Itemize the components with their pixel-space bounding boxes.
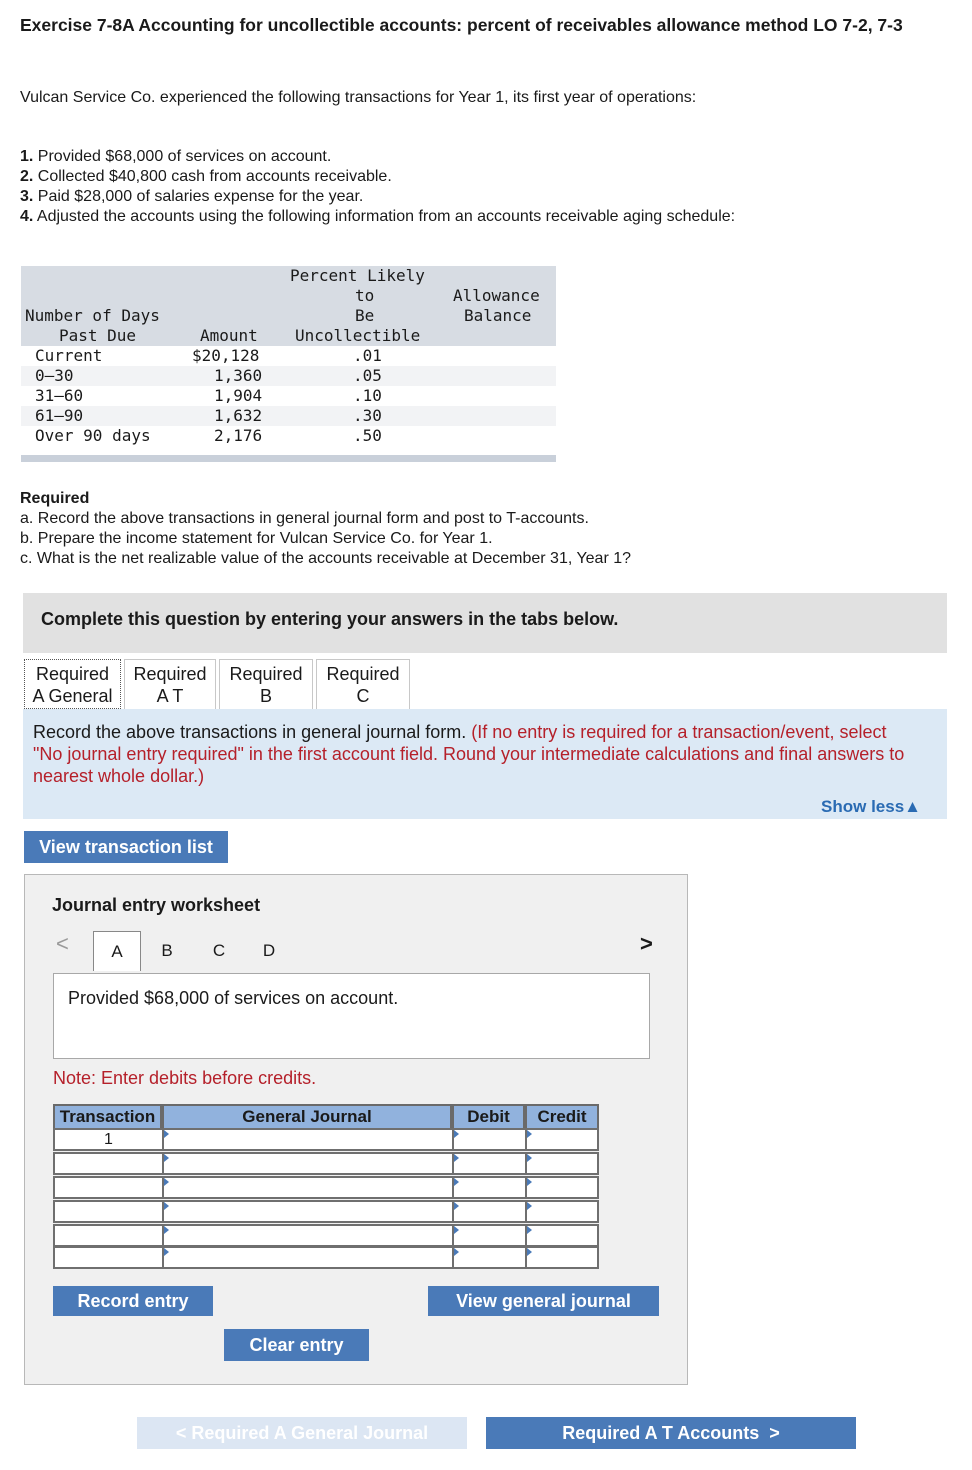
view-general-journal-button[interactable]: View general journal bbox=[428, 1286, 659, 1316]
row-amount: 1,904 bbox=[214, 386, 263, 405]
row-amount: 2,176 bbox=[214, 426, 263, 445]
debit-input[interactable] bbox=[452, 1224, 527, 1247]
debit-input[interactable] bbox=[452, 1128, 527, 1151]
credit-input[interactable] bbox=[525, 1224, 599, 1247]
row-percent: .05 bbox=[353, 366, 382, 385]
tab-required-a-t[interactable]: Required A T bbox=[124, 659, 216, 709]
row-amount: $20,128 bbox=[192, 346, 260, 365]
column-debit: Debit bbox=[452, 1104, 525, 1130]
row-amount: 1,632 bbox=[214, 406, 263, 425]
row-percent: .30 bbox=[353, 406, 382, 425]
transaction-cell bbox=[53, 1200, 164, 1223]
chevron-right-icon: > bbox=[764, 1423, 780, 1443]
aging-schedule-table bbox=[21, 266, 556, 462]
header-percent-4: Uncollectible bbox=[295, 326, 421, 345]
debit-credit-note: Note: Enter debits before credits. bbox=[53, 1068, 317, 1088]
worksheet-title: Journal entry worksheet bbox=[52, 895, 261, 915]
row-percent: .10 bbox=[353, 386, 382, 405]
required-section bbox=[20, 489, 631, 569]
debit-input[interactable] bbox=[452, 1200, 527, 1223]
credit-input[interactable] bbox=[525, 1152, 599, 1175]
instruction-text: Record the above transactions in general journal form. bbox=[33, 722, 467, 742]
account-input[interactable] bbox=[162, 1128, 454, 1151]
account-input[interactable] bbox=[162, 1224, 454, 1247]
record-entry-button[interactable]: Record entry bbox=[53, 1286, 213, 1316]
required-item: c. What is the net realizable value of the accounts receivable at December 31, Year 1? bbox=[20, 550, 632, 567]
row-days: Over 90 days bbox=[35, 426, 151, 445]
row-amount: 1,360 bbox=[214, 366, 263, 385]
transaction-cell bbox=[53, 1224, 164, 1247]
account-input[interactable] bbox=[162, 1152, 454, 1175]
row-days: 31–60 bbox=[35, 386, 84, 405]
column-transaction: Transaction bbox=[53, 1104, 162, 1130]
step-item: 4. Adjusted the accounts using the following information from an accounts receivable aging schedule: bbox=[20, 208, 736, 225]
entry-tab-c[interactable]: C bbox=[212, 941, 226, 960]
entry-tab-b[interactable]: B bbox=[161, 941, 173, 960]
transaction-cell bbox=[53, 1246, 164, 1269]
transaction-description: Provided $68,000 of services on account. bbox=[53, 973, 650, 1059]
step-item: 2. Collected $40,800 cash from accounts receivable. bbox=[20, 168, 392, 185]
row-percent: .01 bbox=[353, 346, 382, 365]
header-days: Number of Days bbox=[25, 306, 160, 325]
clear-entry-button[interactable]: Clear entry bbox=[224, 1329, 369, 1361]
row-days: Current bbox=[35, 346, 103, 365]
credit-input[interactable] bbox=[525, 1128, 599, 1151]
required-heading: Required bbox=[20, 490, 90, 507]
exercise-intro: Vulcan Service Co. experienced the following transactions for Year 1, its first year of operations: bbox=[20, 89, 697, 106]
account-input[interactable] bbox=[162, 1246, 454, 1269]
next-arrow-icon[interactable]: > bbox=[640, 931, 653, 956]
row-percent: .50 bbox=[353, 426, 382, 445]
exercise-title: Exercise 7-8A Accounting for uncollectible accounts: percent of receivables allowance method LO 7-2, 7-3 bbox=[20, 15, 903, 35]
debit-input[interactable] bbox=[452, 1176, 527, 1199]
entry-tab-d[interactable]: D bbox=[262, 941, 276, 960]
header-allowance-2: Balance bbox=[464, 306, 532, 325]
row-days: 0–30 bbox=[35, 366, 74, 385]
column-general-journal: General Journal bbox=[162, 1104, 452, 1130]
required-item: b. Prepare the income statement for Vulcan Service Co. for Year 1. bbox=[20, 530, 493, 547]
header-percent-3: Be bbox=[355, 306, 375, 325]
tab-instructions bbox=[23, 709, 947, 819]
header-amount: Amount bbox=[200, 326, 258, 345]
prev-tab-button[interactable]: < Required A General Journal bbox=[137, 1417, 467, 1449]
header-percent: Percent Likely bbox=[290, 266, 425, 285]
instruction-note: (If no entry is required for a transaction/event, select "No journal entry required" in the first account field. Round your intermediate calculations and final answers to nearest whole dollar.) bbox=[33, 722, 905, 786]
credit-input[interactable] bbox=[525, 1200, 599, 1223]
header-days-2: Past Due bbox=[59, 326, 137, 345]
chevron-left-icon: < bbox=[175, 1423, 187, 1443]
column-credit: Credit bbox=[525, 1104, 599, 1130]
transaction-cell bbox=[53, 1176, 164, 1199]
step-item: 1. Provided $68,000 of services on account. bbox=[20, 148, 332, 165]
credit-input[interactable] bbox=[525, 1246, 599, 1269]
header-allowance: Allowance bbox=[453, 286, 540, 305]
entry-tab-a[interactable]: A bbox=[93, 931, 141, 971]
transaction-cell bbox=[53, 1152, 164, 1175]
step-item: 3. Paid $28,000 of salaries expense for the year. bbox=[20, 188, 364, 205]
prev-arrow-icon[interactable]: < bbox=[56, 931, 69, 956]
tab-required-b[interactable]: Required B bbox=[219, 659, 313, 709]
credit-input[interactable] bbox=[525, 1176, 599, 1199]
debit-input[interactable] bbox=[452, 1152, 527, 1175]
show-less-link[interactable]: Show less▲ bbox=[821, 797, 921, 816]
next-tab-button[interactable]: Required A T Accounts > bbox=[486, 1417, 856, 1449]
instruction-banner: Complete this question by entering your answers in the tabs below. bbox=[23, 593, 947, 653]
tab-required-a-general[interactable]: Required A General bbox=[24, 659, 121, 709]
journal-table bbox=[53, 1104, 599, 1270]
row-days: 61–90 bbox=[35, 406, 84, 425]
required-item: a. Record the above transactions in general journal form and post to T-accounts. bbox=[20, 510, 589, 527]
view-transaction-list-button[interactable]: View transaction list bbox=[24, 831, 228, 863]
header-percent-2: to bbox=[355, 286, 375, 305]
account-input[interactable] bbox=[162, 1176, 454, 1199]
account-input[interactable] bbox=[162, 1200, 454, 1223]
tab-required-c[interactable]: Required C bbox=[316, 659, 410, 709]
debit-input[interactable] bbox=[452, 1246, 527, 1269]
transaction-steps bbox=[20, 147, 735, 227]
transaction-number: 1 bbox=[53, 1128, 164, 1151]
